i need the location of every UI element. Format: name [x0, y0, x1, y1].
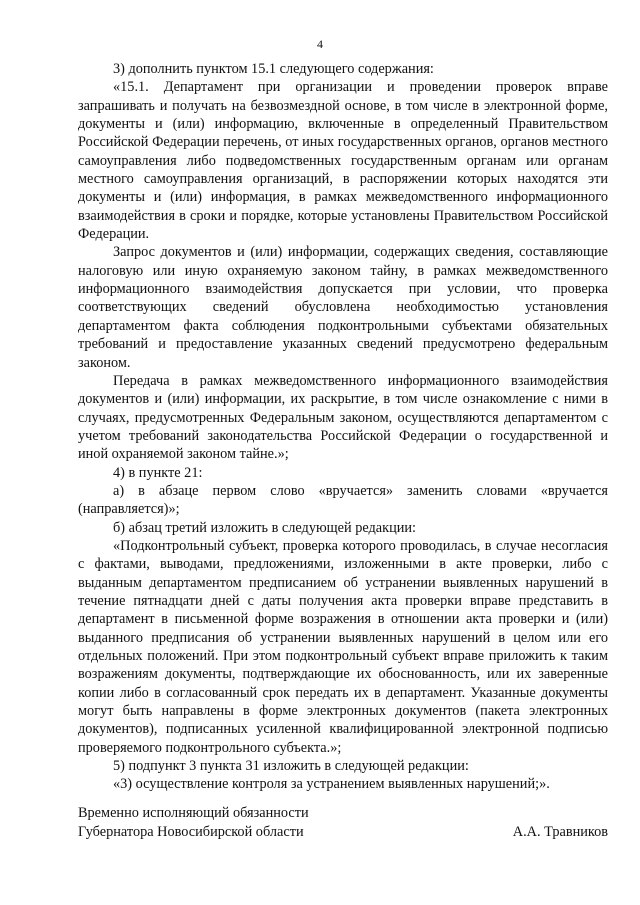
signature-row: [78, 823, 608, 842]
paragraph-request: Запрос документов и (или) информации, содержащих сведения, составляющие налоговую или иную охраняемую законом тайну, в рамках межведомственного информационного взаимодействия допускается при условии, что проверка соответствующих сведений обусловлена необходимостью установления департаментом факта соблюдения подконтрольными субъектами обязательных требований и предоставление указанных сведений предусмотрено федеральным законом.: [78, 244, 608, 371]
paragraph-objections: «Подконтрольный субъект, проверка которого проводилась, в случае несогласия с фактами, выводами, предложениями, изложенными в акте проверки, либо с выданным департаментом предписанием об устранении выявленных нарушений в течение пятнадцати дней с даты получения акта проверки вправе представить в департамент в письменной форме возражения в отношении акта проверки и (или) выданного предписания об устранении выявленных нарушений в целом или его отдельных положений. При этом подконтрольный субъект вправе приложить к таким возражениям документы, подтверждающие их обоснованность, или их заверенные копии либо в согласованный срок передать их в департамент. Указанные документы могут быть направлены в форме электронных документов (пакета электронных документов), подписанных усиленной квалифицированной электронной подписью проверяемого подконтрольного субъекта.»;: [78, 537, 608, 756]
paragraph-item-5: 5) подпункт 3 пункта 31 изложить в следующей редакции:: [113, 758, 469, 775]
paragraph-transfer: Передача в рамках межведомственного информационного взаимодействия документов и (или) информации, их раскрытие, в том числе ознакомление с ними в случаях, предусмотренных Федеральным законом, осуществляются департаментом с учетом требований законодательства Российской Федерации о государственной и иной охраняемой законом тайне.»;: [78, 372, 608, 463]
paragraph-item-3: 3) дополнить пунктом 15.1 следующего содержания:: [113, 61, 434, 77]
signatory-name: А.А. Травников: [512, 823, 608, 840]
signature-title-line1: Временно исполняющий обязанности: [78, 805, 309, 821]
paragraph-item-4b: б) абзац третий изложить в следующей редакции:: [113, 519, 417, 536]
signature-block: [78, 804, 608, 841]
document-body: [78, 60, 608, 794]
signature-title-line2: Губернатора Новосибирской области: [78, 823, 304, 840]
paragraph-15-1: «15.1. Департамент при организации и проведении проверок вправе запрашивать и получать на безвозмездной основе, в том числе в электронной форме, документы и (или) информацию, включенные в определенный Правительством Российской Федерации перечень, от иных государственных органов, органов местного самоуправления либо подведомственных государственным органам или органам местного самоуправления организаций, в распоряжении которых находятся эти документы и (или) информация, в рамках межведомственного информационного взаимодействия в сроки и порядке, которые установлены Правительством Российской Федерации.: [78, 79, 608, 243]
page-number: 4: [317, 37, 323, 51]
paragraph-item-4a: а) в абзаце первом слово «вручается» заменить словами «вручается (направляется)»;: [78, 482, 608, 518]
paragraph-item-4: 4) в пункте 21:: [113, 464, 203, 481]
paragraph-subitem-3: «3) осуществление контроля за устранением выявленных нарушений;».: [113, 776, 550, 793]
